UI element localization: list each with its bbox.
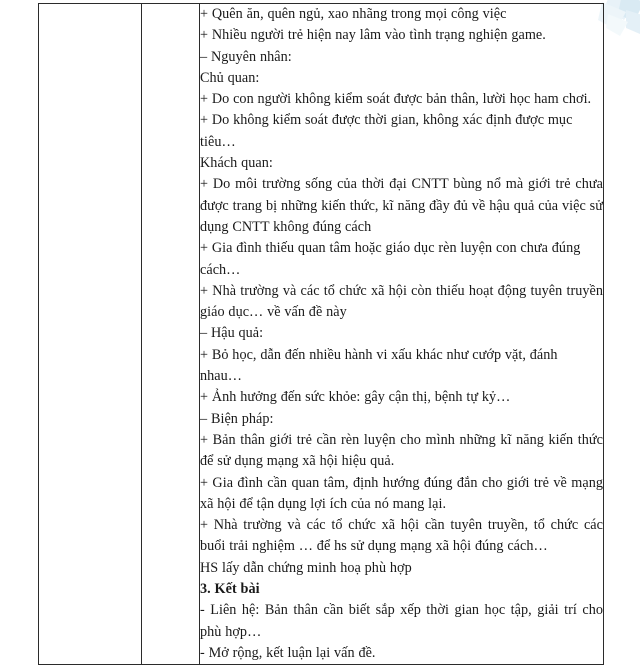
content-table — [38, 3, 604, 665]
content-line-1: + Quên ăn, quên ngủ, xao nhãng trong mọi công việc — [200, 6, 507, 22]
content-line-3: – Nguyên nhân: — [200, 48, 292, 65]
table-cell-content — [200, 4, 604, 665]
content-line-12: + Bỏ học, dẫn đến nhiều hành vi xấu khác như cướp vặt, đánh nhau… — [200, 346, 558, 385]
table-cell-column-1 — [39, 4, 142, 665]
content-line-16: + Gia đình cần quan tâm, định hướng đúng đắn cho giới trẻ về mạng xã hội để tận dụng lợi ích của nó mang lại. — [200, 474, 603, 512]
content-line-8: + Do môi trường sống của thời đại CNTT bùng nổ mà giới trẻ chưa được trang bị những kiến thức, kĩ năng đầy đủ về hậu quả của việc sử dụng CNTT không đúng cách — [200, 176, 603, 235]
content-line-21: - Mở rộng, kết luận lại vấn đề. — [200, 644, 376, 661]
content-line-19: 3. Kết bài — [200, 581, 260, 598]
content-line-10: + Nhà trường và các tổ chức xã hội còn thiếu hoạt động tuyên truyền giáo dục… về vấn đề này — [200, 282, 603, 321]
content-line-7: Khách quan: — [200, 155, 273, 172]
table-row — [39, 4, 604, 665]
content-line-4: Chủ quan: — [200, 69, 260, 86]
content-line-14: – Biện pháp: — [200, 410, 274, 427]
content-line-11: – Hậu quả: — [200, 325, 264, 342]
content-line-2: + Nhiều người trẻ hiện nay lâm vào tình trạng nghiện game. — [200, 27, 546, 44]
content-line-18: HS lấy dẫn chứng minh hoạ phù hợp — [200, 559, 412, 576]
content-line-20: - Liên hệ: Bản thân cần biết sắp xếp thời gian học tập, giải trí cho phù hợp… — [200, 602, 603, 640]
content-line-17: + Nhà trường và các tổ chức xã hội cần tuyên truyền, tổ chức các buổi trải nghiệm … để hs sử dụng mạng xã hội đúng cách… — [200, 517, 603, 555]
content-line-5: + Do con người không kiểm soát được bản thân, lười học ham chơi. — [200, 91, 592, 108]
content-line-6: + Do không kiểm soát được thời gian, không xác định được mục tiêu… — [200, 112, 573, 150]
content-line-13: + Ảnh hưởng đến sức khỏe: gây cận thị, bệnh tự kỷ… — [200, 389, 511, 406]
content-line-9: + Gia đình thiếu quan tâm hoặc giáo dục rèn luyện con chưa đúng cách… — [200, 240, 581, 278]
table-cell-column-2 — [142, 4, 200, 665]
content-line-15: + Bản thân giới trẻ cần rèn luyện cho mình những kĩ năng kiến thức để sử dụng mạng xã hội hiệu quả. — [200, 431, 603, 470]
